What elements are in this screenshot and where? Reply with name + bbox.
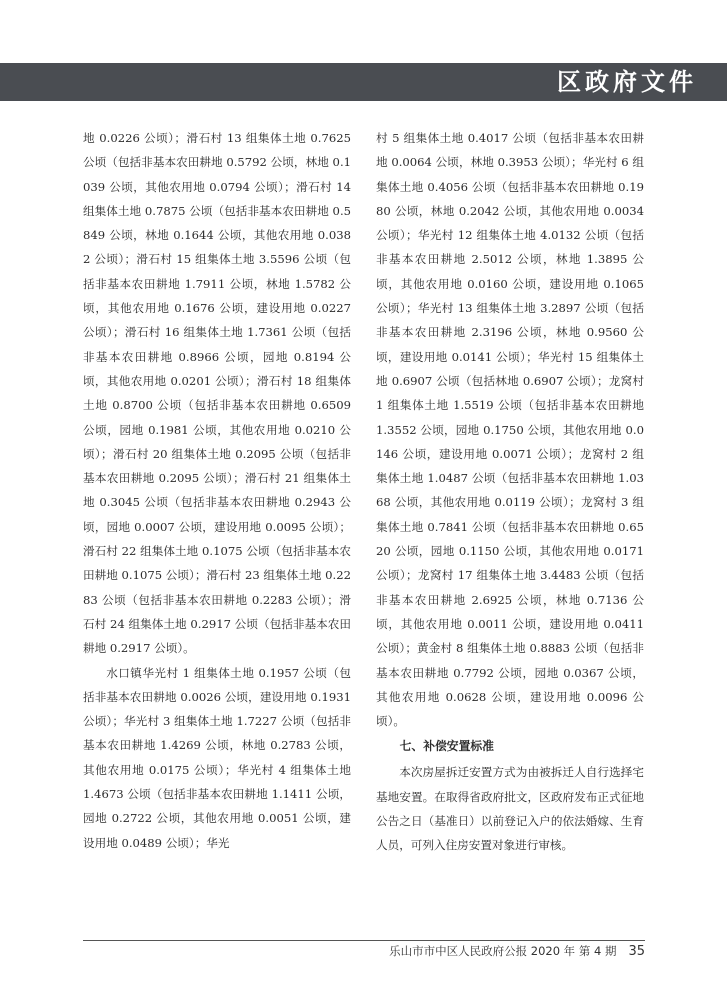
page-number: 35 (628, 944, 645, 959)
footer (389, 943, 645, 959)
paragraph: 地 0.0226 公顷）；滑石村 13 组集体土地 0.7625 公顷（包括非基本农田耕地 0.5792 公顷，林地 0.1039 公顷，其他农用地 0.0794 公顷）；滑石村 14 组集体土地 0.7875 公顷（包括非基本农田耕地 0.5849 公顷，林地 0.1644 公顷，其他农用地 0.0382 公顷）；滑石村 15 组集体土地 3.5596 公顷（包括非基本农田耕地 1.7911 公顷，林地 1.5782 公顷，其他农用地 0.1676 公顷，建设用地 0.0227 公顷）；滑石村 16 组集体土地 1.7361 公顷（包括非基本农田耕地 0.8966 公顷，园地 0.8194 公顷，其他农用地 0.0201 公顷）；滑石村 18 组集体土地 0.8700 公顷（包括非基本农田耕地 0.6509 公顷，园地 0.1981 公顷，其他农用地 0.0210 公顷）；滑石村 20 组集体土地 0.2095 公顷（包括非基本农田耕地 0.2095 公顷）；滑石村 21 组集体土地 0.3045 公顷（包括非基本农田耕地 0.2943 公顷，园地 0.0007 公顷，建设用地 0.0095 公顷）；滑石村 22 组集体土地 0.1075 公顷（包括非基本农田耕地 0.1075 公顷）；滑石村 23 组集体土地 0.2283 公顷（包括非基本农田耕地 0.2283 公顷）；滑石村 24 组集体土地 0.2917 公顷（包括非基本农田耕地 0.2917 公顷）。 (83, 131, 351, 656)
paragraph: 本次房屋拆迁安置方式为由被拆迁人自行选择宅基地安置。在取得省政府批文，区政府发布正式征地公告之日（基准日）以前登记入户的依法婚嫁、生育人员，可列入住房安置对象进行审核。 (376, 765, 644, 853)
section-title: 区政府文件 (557, 68, 697, 96)
right-column (376, 126, 644, 858)
paragraph: 水口镇华光村 1 组集体土地 0.1957 公顷（包括非基本农田耕地 0.0026 公顷，建设用地 0.1931 公顷）；华光村 3 组集体土地 1.7227 公顷（包括非基本农田耕地 1.4269 公顷，林地 0.2783 公顷，其他农用地 0.0175 公顷）；华光村 4 组集体土地 1.4673 公顷（包括非基本农田耕地 1.1411 公顷，园地 0.2722 公顷，其他农用地 0.0051 公顷，建设用地 0.0489 公顷）；华光 (83, 665, 351, 850)
section-heading: 七、补偿安置标准 (399, 739, 494, 754)
left-column (83, 126, 351, 855)
header-bar (0, 63, 727, 101)
paragraph: 村 5 组集体土地 0.4017 公顷（包括非基本农田耕地 0.0064 公顷，林地 0.3953 公顷）；华光村 6 组集体土地 0.4056 公顷（包括非基本农田耕地 0.1980 公顷，林地 0.2042 公顷，其他农用地 0.0034 公顷）；华光村 12 组集体土地 4.0132 公顷（包括非基本农田耕地 2.5012 公顷，林地 1.3895 公顷，其他农用地 0.0160 公顷，建设用地 0.1065 公顷）；华光村 13 组集体土地 3.2897 公顷（包括非基本农田耕地 2.3196 公顷，林地 0.9560 公顷，建设用地 0.0141 公顷）；华光村 15 组集体土地 0.6907 公顷（包括林地 0.6907 公顷）；龙窝村 1 组集体土地 1.5519 公顷（包括非基本农田耕地 1.3552 公顷，园地 0.1750 公顷，其他农用地 0.0146 公顷，建设用地 0.0071 公顷）；龙窝村 2 组集体土地 1.0487 公顷（包括非基本农田耕地 1.0368 公顷，其他农用地 0.0119 公顷）；龙窝村 3 组集体土地 0.7841 公顷（包括非基本农田耕地 0.6520 公顷，园地 0.1150 公顷，其他农用地 0.0171 公顷）；龙窝村 17 组集体土地 3.4483 公顷（包括非基本农田耕地 2.6925 公顷，林地 0.7136 公顷，其他农用地 0.0011 公顷，建设用地 0.0411 公顷）；黄金村 8 组集体土地 0.8883 公顷（包括非基本农田耕地 0.7792 公顷，园地 0.0367 公顷，其他农用地 0.0628 公顷，建设用地 0.0096 公顷）。 (376, 131, 644, 729)
footer-divider (83, 940, 645, 941)
publication-name: 乐山市市中区人民政府公报 2020 年 第 4 期 (389, 944, 617, 958)
